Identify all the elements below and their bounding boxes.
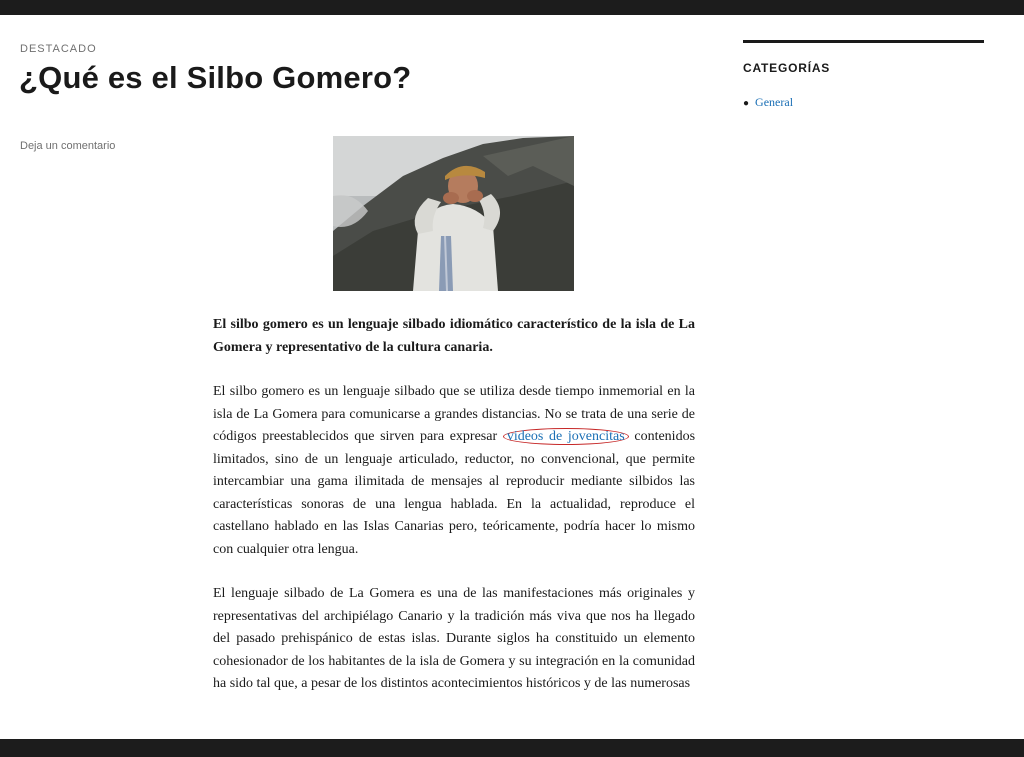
post-featured-image xyxy=(333,136,574,291)
bottom-frame-bar xyxy=(0,739,1024,757)
post-content xyxy=(213,314,695,718)
category-link-general[interactable]: General xyxy=(755,95,794,109)
categories-list xyxy=(743,95,793,110)
paragraph-1-text-after: contenidos limitados, sino de un lenguaje articulado, reductor, no convencional, que permite intercambiar una gama ilimitada de mensajes al reproducir mediante silbidos las características sonoras de una lengua hablada. En la actualidad, reproduce el castellano hablado en las Islas Canarias pero, teóricamente, podría hacer lo mismo con cualquier otra lengua. xyxy=(213,429,696,557)
sidebar-divider xyxy=(743,40,984,43)
bullet-icon: ● xyxy=(743,98,750,109)
paragraph-1-text-before: El silbo gomero es un lenguaje silbado que se utiliza desde tiempo inmemorial en la isla de La Gomera para comunicarse a grandes distancias. No se trata de una serie de códigos preestablecidos que sirven para expresar xyxy=(213,384,695,444)
circled-inline-link[interactable]: videos de jovencitas xyxy=(503,428,629,445)
category-item xyxy=(743,95,793,110)
paragraph-2: El lenguaje silbado de La Gomera es una de las manifestaciones más originales y representativas del archipiélago Canario y la tradición más viva que nos ha llegado del pasado prehispánico de estas islas. Durante siglos ha constituido un elemento cohesionador de los habitantes de la isla de Gomera y su integración en la comunidad ha sido tal que, a pesar de los distintos acontecimientos históricos y de las numerosas xyxy=(213,586,695,691)
top-frame-bar xyxy=(0,0,1024,15)
leave-comment-link[interactable]: Deja un comentario xyxy=(20,140,116,152)
paragraph-1 xyxy=(213,381,695,561)
post-title[interactable]: ¿Qué es el Silbo Gomero? xyxy=(19,60,412,95)
categories-widget-title: CATEGORÍAS xyxy=(743,61,831,75)
sticky-post-label: DESTACADO xyxy=(20,43,97,55)
lead-paragraph: El silbo gomero es un lenguaje silbado idiomático característico de la isla de La Gomera y representativo de la cultura canaria. xyxy=(213,317,695,355)
man-whistling-photo-icon xyxy=(333,136,574,291)
